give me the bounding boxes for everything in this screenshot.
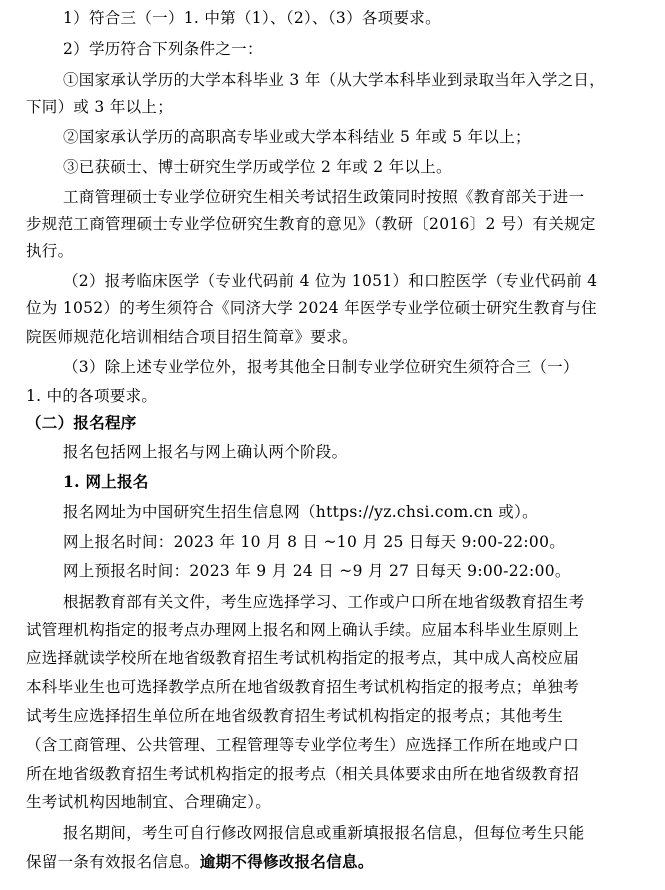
text-line: ②国家承认学历的高职高专毕业或大学本科结业 5 年或 5 年以上； [63, 128, 531, 146]
text-line: 试考生应选择招生单位所在地省级教育招生考试机构指定的报考点；其他考生 [26, 707, 564, 725]
text-span: 保留一条有效报名信息。 [26, 853, 200, 871]
text-line [26, 852, 374, 872]
text-line: 应选择就读学校所在地省级教育招生考试机构指定的报考点，其中成人高校应届 [26, 649, 580, 667]
text-line: 2）学历符合下列条件之一： [63, 40, 263, 58]
text-line: 步规范工商管理硕士专业学位研究生教育的意见》（教研〔2016〕2 号）有关规定 [26, 215, 596, 233]
text-line: 网上预报名时间：2023 年 9 月 24 日 ~9 月 27 日每天 9:00-22:00。 [63, 562, 571, 580]
subsection-heading: 1. 网上报名 [63, 472, 149, 491]
text-line: 院医师规范化培训相结合项目招生简章》要求。 [26, 328, 358, 346]
text-line: （含工商管理、公共管理、工程管理等专业学位考生）应选择工作所在地或户口 [26, 736, 580, 754]
text-line: （3）除上述专业学位外，报考其他全日制专业学位研究生须符合三（一） [63, 358, 579, 376]
emphasis-text: 逾期不得修改报名信息。 [199, 852, 374, 871]
text-line: 报名网址为中国研究生招生信息网（https://yz.chsi.com.cn 或）。 [63, 503, 538, 521]
text-line: 工商管理硕士专业学位研究生相关考试招生政策同时按照《教育部关于进一 [63, 188, 585, 206]
text-line: ①国家承认学历的大学本科毕业 3 年（从大学本科毕业到录取当年入学之日， [63, 71, 606, 89]
text-line: 所在地省级教育招生考试机构指定的报考点（相关具体要求由所在地省级教育招 [26, 765, 580, 783]
text-line: （2）报考临床医学（专业代码前 4 位为 1051）和口腔医学（专业代码前 4 [63, 272, 598, 290]
text-line: 报名期间，考生可自行修改网报信息或重新填报报名信息，但每位考生只能 [63, 824, 585, 842]
text-line: 生考试机构因地制宜、合理确定）。 [26, 793, 272, 811]
text-line: 报名包括网上报名与网上确认两个阶段。 [63, 443, 348, 461]
text-line: 下同）或 3 年以上； [26, 98, 174, 116]
text-line: 试管理机构指定的报考点办理网上报名和网上确认手续。应届本科毕业生原则上 [26, 621, 580, 639]
text-line: 位为 1052）的考生须符合《同济大学 2024 年医学专业学位硕士研究生教育与住 [26, 299, 597, 317]
text-line: 1. 中的各项要求。 [26, 387, 158, 405]
section-heading: （二）报名程序 [26, 413, 137, 432]
text-line: ③已获硕士、博士研究生学历或学位 2 年或 2 年以上。 [63, 158, 452, 176]
text-line: 执行。 [26, 242, 74, 260]
text-line: 1）符合三（一）1. 中第（1）、（2）、（3）各项要求。 [63, 9, 441, 27]
text-line: 本科毕业生也可选择教学点所在地省级教育招生考试机构指定的报考点；单独考 [26, 678, 580, 696]
text-line: 根据教育部有关文件，考生应选择学习、工作或户口所在地省级教育招生考 [63, 593, 585, 611]
text-line: 网上报名时间：2023 年 10 月 8 日 ~10 月 25 日每天 9:00-22:00。 [63, 533, 566, 551]
